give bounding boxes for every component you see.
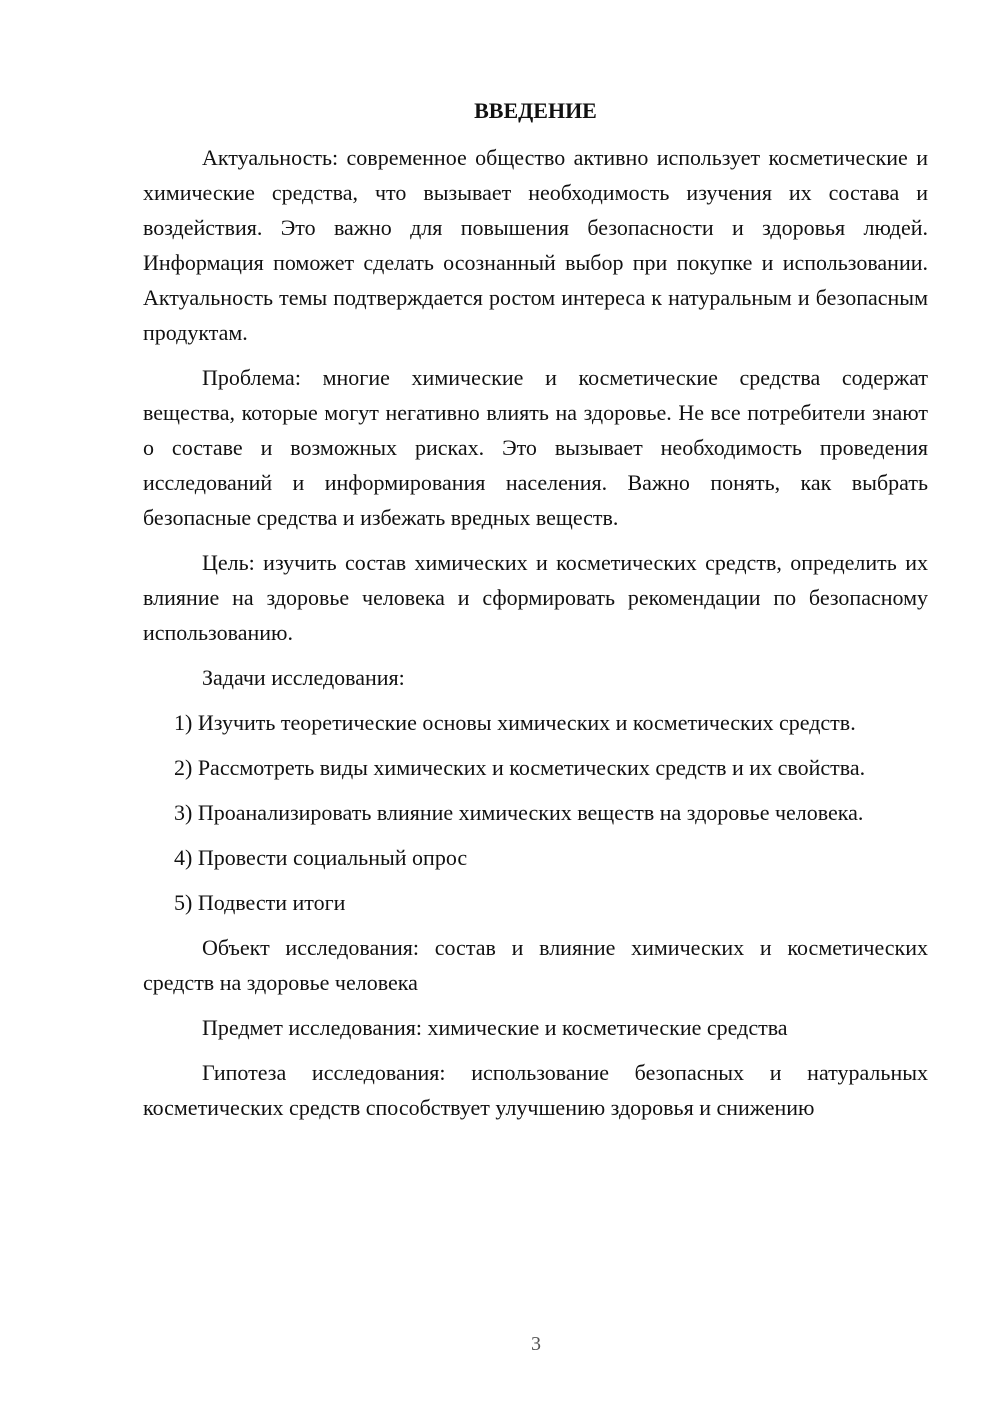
paragraph-object: Объект исследования: состав и влияние химических и косметических средств на здоровье человека xyxy=(143,935,928,995)
task-item-5: 5) Подвести итоги xyxy=(174,890,346,915)
paragraph-goal: Цель: изучить состав химических и косметических средств, определить их влияние на здоровье человека и сформировать рекомендации по безопасному использованию. xyxy=(143,550,928,645)
paragraph-hypothesis: Гипотеза исследования: использование безопасных и натуральных косметических средств способствует улучшению здоровья и снижению xyxy=(143,1060,928,1120)
tasks-heading: Задачи исследования: xyxy=(202,665,405,690)
document-page xyxy=(143,93,928,1135)
page-number: 3 xyxy=(531,1333,541,1355)
page-title: ВВЕДЕНИЕ xyxy=(474,98,597,123)
task-item-2: 2) Рассмотреть виды химических и косметических средств и их свойства. xyxy=(174,755,866,780)
task-item-3: 3) Проанализировать влияние химических веществ на здоровье человека. xyxy=(174,800,864,825)
paragraph-relevance: Актуальность: современное общество активно использует косметические и химические средства, что вызывает необходимость изучения их состава и воздействия. Это важно для повышения безопасности и здоровья людей. Информация поможет сделать осознанный выбор при покупке и использовании. Актуальность темы подтверждается ростом интереса к натуральным и безопасным продуктам. xyxy=(143,145,928,345)
task-item-1: 1) Изучить теоретические основы химических и косметических средств. xyxy=(174,710,856,735)
task-item-4: 4) Провести социальный опрос xyxy=(174,845,468,870)
paragraph-problem: Проблема: многие химические и косметические средства содержат вещества, которые могут негативно влиять на здоровье. Не все потребители знают о составе и возможных рисках. Это вызывает необходимость проведения исследований и информирования населения. Важно понять, как выбрать безопасные средства и избежать вредных веществ. xyxy=(143,365,928,530)
paragraph-subject: Предмет исследования: химические и косметические средства xyxy=(202,1015,788,1040)
